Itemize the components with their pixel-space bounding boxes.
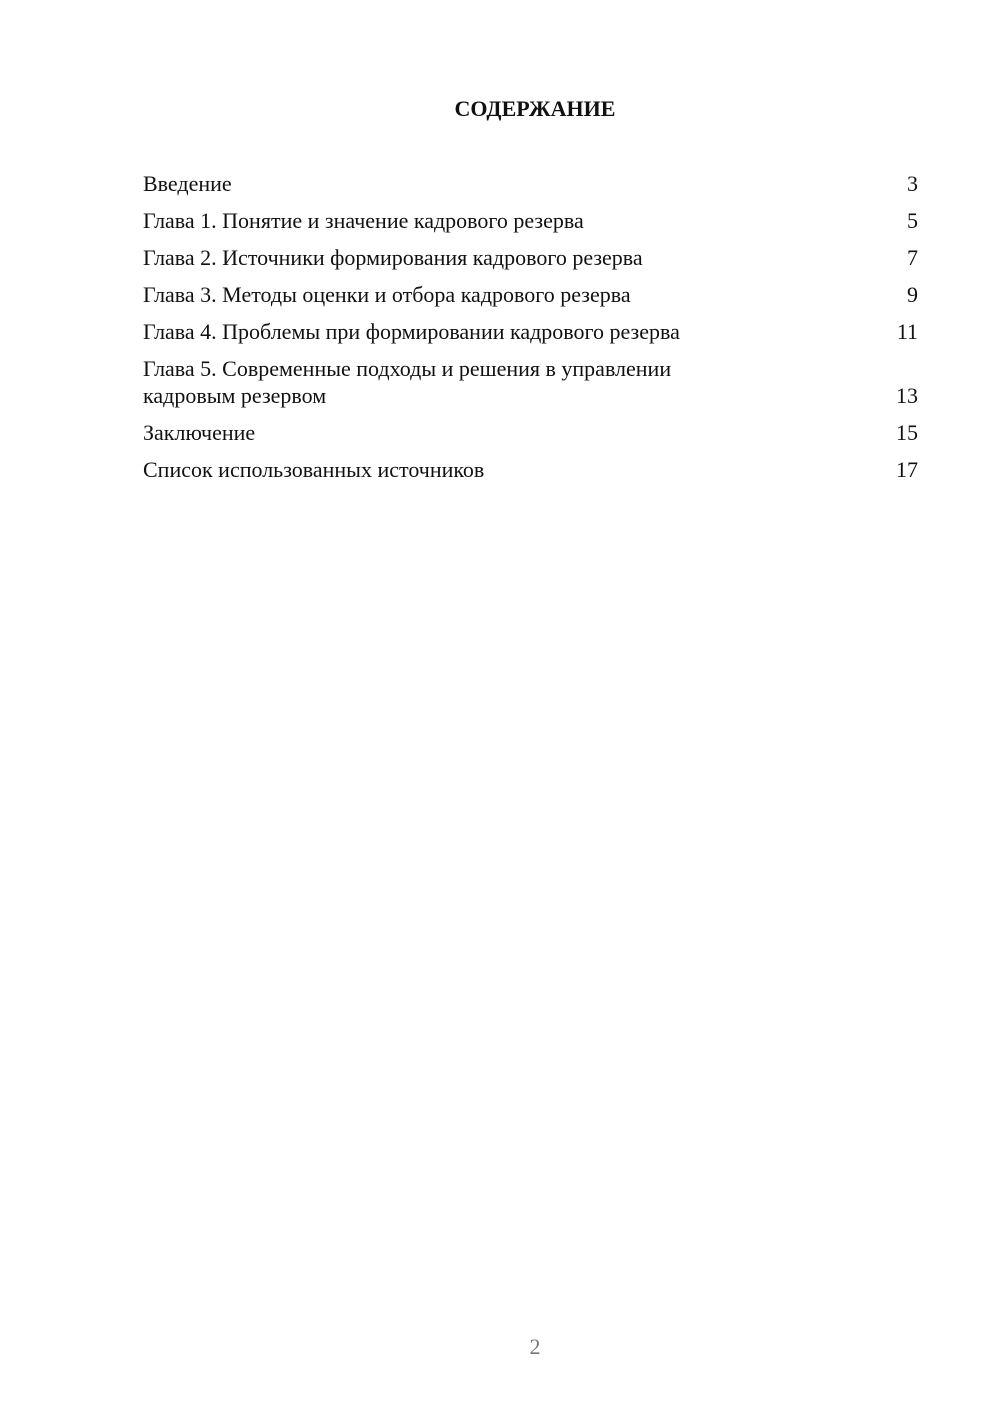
- page-number: 2: [529, 1334, 541, 1359]
- toc-item-page: 11: [896, 319, 918, 344]
- toc-item-chapter-1: [143, 207, 918, 234]
- toc-item-page: 5: [907, 208, 918, 233]
- page-title: СОДЕРЖАНИЕ: [454, 96, 616, 121]
- toc-item-label: Список использованных источников: [143, 457, 485, 482]
- toc-item-label: Глава 4. Проблемы при формировании кадрового резерва: [143, 319, 680, 344]
- toc-item-page: 7: [907, 245, 918, 270]
- toc-item-label: Заключение: [143, 420, 256, 445]
- toc-item-conclusion: [143, 419, 918, 446]
- toc-item-label: Введение: [143, 171, 232, 196]
- toc-item-chapter-3: [143, 281, 918, 308]
- toc-item-label: Глава 5. Современные подходы и решения в управлении кадровым резервом: [143, 356, 672, 408]
- toc-item-chapter-4: [143, 318, 918, 345]
- toc-item-chapter-5: [143, 355, 918, 409]
- toc-item-page: 17: [896, 457, 918, 482]
- toc-item-page: 15: [896, 420, 918, 445]
- toc-item-introduction: [143, 170, 918, 197]
- toc-item-page: 9: [907, 282, 918, 307]
- toc-item-references: [143, 456, 918, 483]
- toc-item-label: Глава 3. Методы оценки и отбора кадрового резерва: [143, 282, 631, 307]
- table-of-contents: [143, 170, 918, 493]
- toc-item-page: 13: [896, 383, 918, 408]
- toc-item-page: 3: [907, 171, 918, 196]
- toc-item-label: Глава 1. Понятие и значение кадрового резерва: [143, 208, 584, 233]
- toc-item-label: Глава 2. Источники формирования кадрового резерва: [143, 245, 643, 270]
- toc-item-chapter-2: [143, 244, 918, 271]
